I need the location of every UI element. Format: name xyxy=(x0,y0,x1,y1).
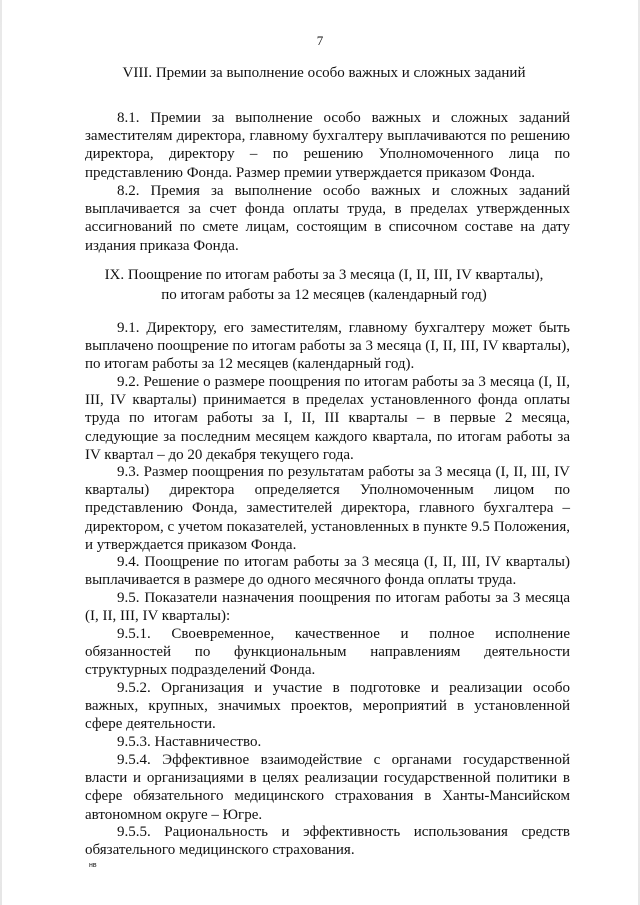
paragraph-9-5: 9.5. Показатели назначения поощрения по итогам работы за 3 месяца (I, II, III, IV кварталы): xyxy=(85,590,570,625)
paragraph-9-2: 9.2. Решение о размере поощрения по итогам работы за 3 месяца (I, II, III, IV кварталы) принимается в пределах установленного фонда оплаты труда по итогам работы за I, II, III кварталы – в первые 2 месяца, следующие за последним месяцем каждого квартала, по итогам работы за IV квартал – до 20 декабря текущего года. xyxy=(85,374,570,463)
paragraph-9-5-2: 9.5.2. Организация и участие в подготовке и реализации особо важных, крупных, значимых проектов, мероприятий в установленной сфере деятельности. xyxy=(85,680,570,733)
section-9-title-line2: по итогам работы за 12 месяцев (календарный год) xyxy=(161,287,487,303)
page-number: 7 xyxy=(316,33,324,48)
section-8-title: VIII. Премии за выполнение особо важных и сложных заданий xyxy=(122,65,526,81)
paragraph-9-3: 9.3. Размер поощрения по результатам работы за 3 месяца (I, II, III, IV кварталы) директора определяется Уполномоченным лицом по представлению Фонда, заместителей директора, главного бухгалтера – директором, с учетом показателей, установленных в пункте 9.5 Положения, и утверждается приказом Фонда. xyxy=(85,464,570,553)
paragraph-8-2: 8.2. Премия за выполнение особо важных и сложных заданий выплачивается за счет фонда оплаты труда, в пределах утвержденных ассигнований по смете лицам, состоящим в списочном составе на дату издания приказа Фонда. xyxy=(85,183,570,254)
paragraph-9-5-4: 9.5.4. Эффективное взаимодействие с органами государственной власти и организациями в целях реализации государственной политики в сфере обязательного медицинского страхования в Ханты-Мансийском автономном округе – Югре. xyxy=(85,752,570,823)
section-9-title-line1: IX. Поощрение по итогам работы за 3 месяца (I, II, III, IV кварталы), xyxy=(104,267,544,283)
paragraph-8-1: 8.1. Премии за выполнение особо важных и сложных заданий заместителям директора, главному бухгалтеру выплачиваются по решению директора, директору – по решению Уполномоченного лица по представлению Фонда. Размер премии утверждается приказом Фонда. xyxy=(85,110,570,181)
paragraph-9-1: 9.1. Директору, его заместителям, главному бухгалтеру может быть выплачено поощрение по итогам работы за 3 месяца (I, II, III, IV кварталы), по итогам работы за 12 месяцев (календарный год). xyxy=(85,320,570,373)
paragraph-9-4: 9.4. Поощрение по итогам работы за 3 месяца (I, II, III, IV кварталы) выплачивается в размере до одного месячного фонда оплаты труда. xyxy=(85,554,570,589)
footer-initials: нв xyxy=(89,862,97,869)
paragraph-9-5-1: 9.5.1. Своевременное, качественное и полное исполнение обязанностей по функциональным направлениям деятельности структурных подразделений Фонда. xyxy=(85,626,570,679)
scan-edge-left xyxy=(0,0,2,905)
paragraph-9-5-3: 9.5.3. Наставничество. xyxy=(117,734,262,750)
paragraph-9-5-5: 9.5.5. Рациональность и эффективность использования средств обязательного медицинского страхования. xyxy=(85,824,570,859)
